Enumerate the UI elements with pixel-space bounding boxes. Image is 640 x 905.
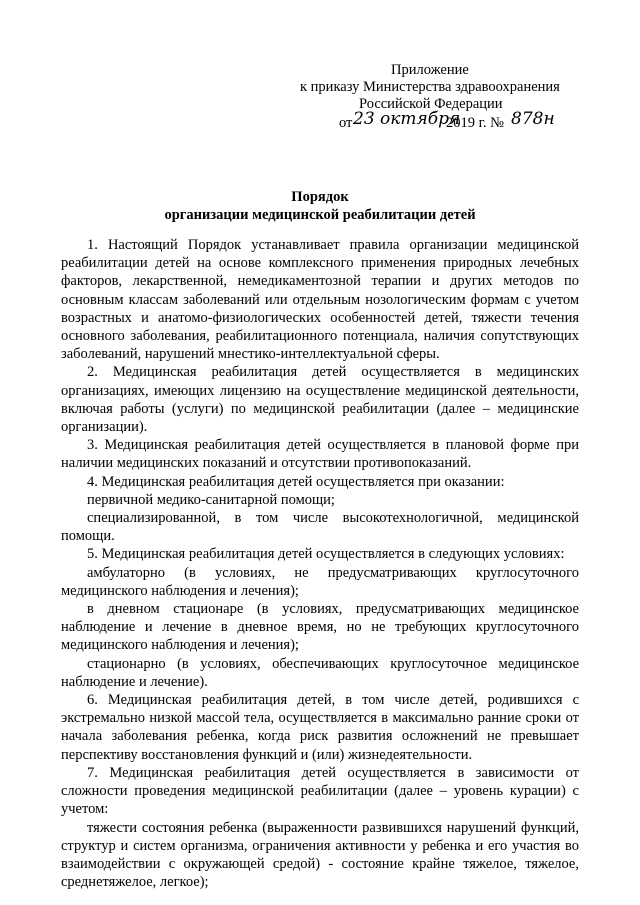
list-item-day-hospital: в дневном стационаре (в условиях, предусматривающих медицинское наблюдение и лечение в дневное время, но не требующих круглосуточного медицинского наблюдения и лечения); [61,601,579,654]
appendix-label: Приложение [391,62,469,78]
paragraph-1: 1. Настоящий Порядок устанавливает правила организации медицинской реабилитации детей на основе комплексного применения природных лечебных факторов, лекарственной, немедикаментозной терапии и других методов по основным классам заболеваний или отдельным нозологическим формам с учетом возрастных и анатомо-физиологических особенностей детей, тяжести течения основного заболевания, реабилитационного потенциала, наличия сопутствующих заболеваний, нарушений мнестико-интеллектуальной сферы. [61,237,579,363]
date-prefix: от [339,115,353,131]
order-year: 2019 г. № [446,115,505,131]
list-item-outpatient: амбулаторно (в условиях, не предусматривающих круглосуточного медицинского наблюдения и лечения); [61,564,579,599]
document-body [61,236,579,891]
paragraph-2: 2. Медицинская реабилитация детей осуществляется в медицинских организациях, имеющих лицензию на осуществление медицинской деятельности, включая работы (услуги) по медицинской реабилитации (далее – медицинские организации). [61,364,579,436]
list-item-severity: тяжести состояния ребенка (выраженности развившихся нарушений функций, структур и систем организма, ограничения активности у ребенка и его участия во взаимодействии с окружающей средой) - состояние крайне тяжелое, тяжелое, среднетяжелое, легкое); [61,819,579,891]
paragraph-3: 3. Медицинская реабилитация детей осуществляется в плановой форме при наличии медицинских показаний и отсутствии противопоказаний. [61,437,579,472]
paragraph-4: 4. Медицинская реабилитация детей осуществляется при оказании: [87,473,505,490]
list-item-primary-care: первичной медико-санитарной помощи; [87,491,335,508]
order-reference: к приказу Министерства здравоохранения [300,79,560,95]
paragraph-6: 6. Медицинская реабилитация детей, в том числе детей, родившихся с экстремально низкой массой тела, осуществляется в максимально ранние сроки от начала заболевания ребенка, когда риск развития осложнений не превышает перспективу восстановления функций и (или) жизнедеятельности. [61,692,579,763]
handwritten-order-number: 878н [511,109,555,129]
list-item-inpatient: стационарно (в условиях, обеспечивающих круглосуточное медицинское наблюдение и лечение). [61,655,579,690]
handwritten-date: 23 октября [353,109,461,129]
list-item-specialized-care: специализированной, в том числе высокотехнологичной, медицинской помощи. [61,510,579,545]
paragraph-7: 7. Медицинская реабилитация детей осуществляется в зависимости от сложности проведения медицинской реабилитации (далее – уровень курации) с учетом: [61,764,579,818]
federation-line: Российской Федерации [359,96,503,112]
paragraph-5: 5. Медицинская реабилитация детей осуществляется в следующих условиях: [87,546,565,563]
title-line-2: организации медицинской реабилитации детей [164,207,476,223]
title-line-1: Порядок [291,189,349,205]
document-title [0,188,640,224]
